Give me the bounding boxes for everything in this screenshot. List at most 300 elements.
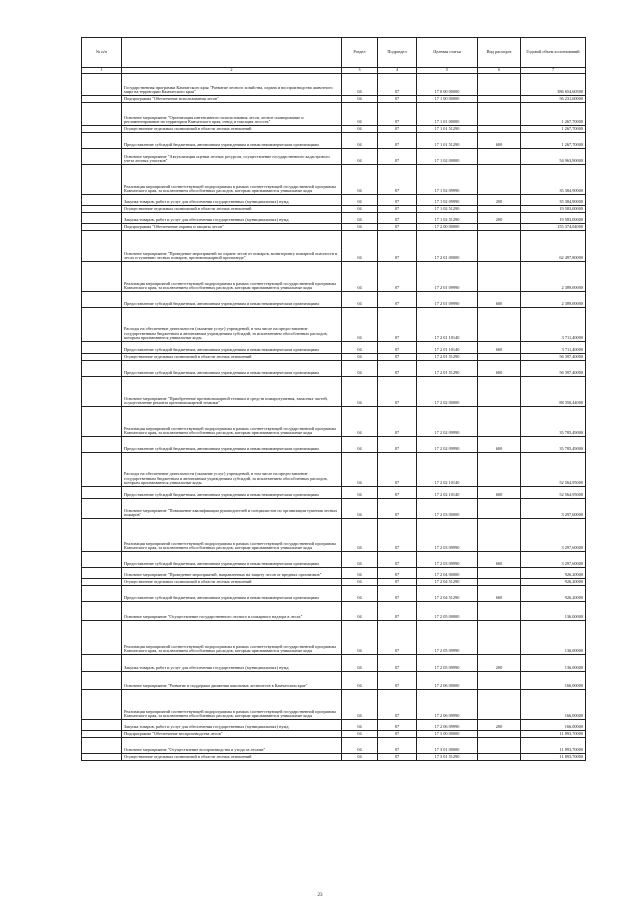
row-amount-cell: 56 231,60000	[521, 96, 586, 103]
row-name-cell: Предоставление субсидий бюджетным, автономным учреждениям и иным некоммерческим организациям	[122, 586, 342, 602]
table-row	[82, 308, 586, 342]
row-section-cell: 04	[342, 133, 378, 149]
row-number-cell	[82, 354, 122, 361]
table-row	[82, 754, 586, 761]
budget-sheet	[81, 37, 585, 761]
row-target-article-cell: 17 2 02 10140	[417, 453, 478, 487]
row-expense-type-cell	[478, 407, 521, 437]
row-expense-type-cell: 600	[478, 437, 521, 453]
row-subsection-cell: 07	[378, 213, 417, 224]
row-target-article-cell: 17 2 04 51290	[417, 586, 478, 602]
row-subsection-cell: 07	[378, 487, 417, 499]
row-subsection-cell: 07	[378, 552, 417, 568]
row-expense-type-cell	[478, 731, 521, 738]
row-subsection-cell: 07	[378, 308, 417, 342]
row-name-cell: Предоставление субсидий бюджетным, автономным учреждениям и иным некоммерческим организациям	[122, 552, 342, 568]
row-amount-cell: 35 785,49000	[521, 407, 586, 437]
row-section-cell: 04	[342, 103, 378, 126]
row-name-cell: Предоставление субсидий бюджетным, автономным учреждениям и иным некоммерческим организациям	[122, 487, 342, 499]
row-expense-type-cell	[478, 690, 521, 720]
row-name-cell: Предоставление субсидий бюджетным, автономным учреждениям и иным некоммерческим организациям	[122, 292, 342, 308]
row-amount-cell: 19 583,00000	[521, 206, 586, 213]
row-expense-type-cell	[478, 453, 521, 487]
row-expense-type-cell: 600	[478, 487, 521, 499]
row-subsection-cell: 07	[378, 262, 417, 292]
column-number: 1	[82, 68, 122, 74]
row-number-cell	[82, 453, 122, 487]
row-name-cell: Осуществление отдельных полномочий в области лесных отношений	[122, 354, 342, 361]
row-number-cell	[82, 292, 122, 308]
row-section-cell: 04	[342, 407, 378, 437]
row-amount-cell: 35 384,90000	[521, 195, 586, 206]
row-subsection-cell: 07	[378, 149, 417, 165]
row-section-cell: 04	[342, 224, 378, 231]
table-row	[82, 453, 586, 487]
row-subsection-cell: 07	[378, 738, 417, 754]
row-amount-cell: 19 583,00000	[521, 213, 586, 224]
row-name-cell: Предоставление субсидий бюджетным, автономным учреждениям и иным некоммерческим организациям	[122, 361, 342, 377]
row-expense-type-cell	[478, 499, 521, 519]
table-row	[82, 377, 586, 407]
column-number: 3	[342, 68, 378, 74]
row-name-cell: Основное мероприятие "Актуализация оценки лесных ресурсов, осуществление государственного кадастрового учета лесных участков"	[122, 149, 342, 165]
row-target-article-cell: 17 3 00 00000	[417, 731, 478, 738]
row-section-cell: 04	[342, 231, 378, 262]
row-number-cell	[82, 96, 122, 103]
row-amount-cell: 166,00000	[521, 720, 586, 731]
table-row	[82, 292, 586, 308]
row-number-cell	[82, 552, 122, 568]
row-number-cell	[82, 487, 122, 499]
table-row	[82, 96, 586, 103]
row-name-cell: Основное мероприятие "Приобретение противопожарной техники и средств пожаротушения, запасных частей, осуществление ремонта противопожарной техники"	[122, 377, 342, 407]
row-subsection-cell: 07	[378, 568, 417, 579]
row-section-cell: 04	[342, 499, 378, 519]
row-expense-type-cell	[478, 354, 521, 361]
row-section-cell: 04	[342, 126, 378, 133]
row-subsection-cell: 07	[378, 407, 417, 437]
row-section-cell: 04	[342, 262, 378, 292]
row-number-cell	[82, 213, 122, 224]
row-number-cell	[82, 74, 122, 96]
table-row	[82, 720, 586, 731]
row-target-article-cell: 17 2 01 09990	[417, 292, 478, 308]
row-target-article-cell: 17 2 02 10140	[417, 487, 478, 499]
row-name-cell: Основное мероприятие "Повышение квалификации руководителей и специалистов по организации тушения лесных пожаров"	[122, 499, 342, 519]
row-expense-type-cell	[478, 165, 521, 195]
row-number-cell	[82, 499, 122, 519]
row-section-cell: 04	[342, 586, 378, 602]
row-number-cell	[82, 149, 122, 165]
row-number-cell	[82, 103, 122, 126]
table-row	[82, 262, 586, 292]
table-row	[82, 195, 586, 206]
row-number-cell	[82, 377, 122, 407]
row-number-cell	[82, 738, 122, 754]
table-row	[82, 487, 586, 499]
row-number-cell	[82, 165, 122, 195]
row-name-cell: Реализация мероприятий соответствующей подпрограммы в рамках соответствующей государственной программы Камчатского края, за исключением обособленных расходов, которым присваиваются уникальные коды	[122, 519, 342, 552]
row-name-cell: Предоставление субсидий бюджетным, автономным учреждениям и иным некоммерческим организациям	[122, 437, 342, 453]
row-amount-cell: 52 564,95000	[521, 487, 586, 499]
row-target-article-cell: 17 2 01 00000	[417, 231, 478, 262]
row-expense-type-cell	[478, 621, 521, 655]
row-subsection-cell: 07	[378, 672, 417, 690]
row-name-cell: Расходы на обеспечение деятельности (оказание услуг) учреждений, в том числе на предоставление государственным бюджетным и автономным учреждениям субсидий, за исключением обособленных расходов, которым присваиваются уникальные коды	[122, 308, 342, 342]
row-name-cell: Подпрограмма "Обеспечение охраны и защиты лесов"	[122, 224, 342, 231]
row-name-cell: Осуществление отдельных полномочий в области лесных отношений	[122, 206, 342, 213]
row-section-cell: 04	[342, 195, 378, 206]
table-row	[82, 552, 586, 568]
header-section: Раздел	[342, 38, 378, 68]
row-section-cell: 04	[342, 552, 378, 568]
row-section-cell: 04	[342, 74, 378, 96]
row-target-article-cell: 17 1 00 00000	[417, 96, 478, 103]
table-row	[82, 165, 586, 195]
table-body	[82, 74, 586, 761]
row-amount-cell: 1 267,70000	[521, 126, 586, 133]
row-section-cell: 04	[342, 690, 378, 720]
row-amount-cell: 1 267,70000	[521, 133, 586, 149]
table-row	[82, 586, 586, 602]
row-target-article-cell: 17 3 01 00000	[417, 738, 478, 754]
row-expense-type-cell	[478, 103, 521, 126]
row-number-cell	[82, 206, 122, 213]
row-target-article-cell: 17 2 03 09990	[417, 552, 478, 568]
row-target-article-cell: 17 2 06 09990	[417, 720, 478, 731]
header-name	[122, 38, 342, 68]
row-target-article-cell: 17 1 01 00000	[417, 103, 478, 126]
row-expense-type-cell: 600	[478, 361, 521, 377]
row-subsection-cell: 07	[378, 586, 417, 602]
row-number-cell	[82, 731, 122, 738]
row-target-article-cell: 17 1 02 09990	[417, 195, 478, 206]
row-amount-cell: 52 564,95000	[521, 453, 586, 487]
page-number: 23	[317, 893, 323, 898]
table-row	[82, 731, 586, 738]
row-amount-cell: 136,00000	[521, 621, 586, 655]
row-target-article-cell: 17 2 03 00000	[417, 499, 478, 519]
row-amount-cell: 3 297,60000	[521, 519, 586, 552]
row-subsection-cell: 07	[378, 133, 417, 149]
row-name-cell: Основное мероприятие "Организация интенсивного использования лесов, лесное планирование и регламентирование на территории Камчатского края, отвод и таксация лесосек"	[122, 103, 342, 126]
table-row	[82, 621, 586, 655]
row-number-cell	[82, 690, 122, 720]
row-target-article-cell: 17 2 02 09990	[417, 437, 478, 453]
row-section-cell: 04	[342, 731, 378, 738]
row-expense-type-cell	[478, 231, 521, 262]
row-subsection-cell: 07	[378, 621, 417, 655]
row-subsection-cell: 07	[378, 754, 417, 761]
row-subsection-cell: 07	[378, 126, 417, 133]
budget-table	[81, 37, 586, 761]
row-name-cell: Основное мероприятие "Проведение мероприятий, направленных на защиту лесов от вредных организмов"	[122, 568, 342, 579]
row-section-cell: 04	[342, 308, 378, 342]
row-expense-type-cell	[478, 602, 521, 621]
row-section-cell: 04	[342, 377, 378, 407]
row-number-cell	[82, 308, 122, 342]
row-target-article-cell: 17 2 01 10140	[417, 308, 478, 342]
row-subsection-cell: 07	[378, 354, 417, 361]
row-amount-cell: 166,00000	[521, 690, 586, 720]
row-name-cell: Подпрограмма "Обеспечение использования лесов"	[122, 96, 342, 103]
row-amount-cell: 136,00000	[521, 602, 586, 621]
row-name-cell: Реализация мероприятий соответствующей подпрограммы в рамках соответствующей государственной программы Камчатского края, за исключением обособленных расходов, которым присваиваются уникальные коды	[122, 262, 342, 292]
row-expense-type-cell	[478, 579, 521, 586]
row-name-cell: Подпрограмма "Обеспечение воспроизводства лесов"	[122, 731, 342, 738]
row-subsection-cell: 07	[378, 74, 417, 96]
row-target-article-cell: 17 2 01 51290	[417, 354, 478, 361]
row-amount-cell: 1 267,70000	[521, 103, 586, 126]
row-subsection-cell: 07	[378, 499, 417, 519]
row-subsection-cell: 07	[378, 437, 417, 453]
row-expense-type-cell: 600	[478, 552, 521, 568]
row-subsection-cell: 07	[378, 224, 417, 231]
row-subsection-cell: 07	[378, 231, 417, 262]
row-expense-type-cell	[478, 224, 521, 231]
row-section-cell: 04	[342, 655, 378, 672]
row-amount-cell: 3 297,60000	[521, 552, 586, 568]
row-subsection-cell: 07	[378, 165, 417, 195]
column-number: 4	[378, 68, 417, 74]
table-row	[82, 133, 586, 149]
row-section-cell: 04	[342, 354, 378, 361]
row-target-article-cell: 17 2 02 00000	[417, 377, 478, 407]
row-expense-type-cell	[478, 672, 521, 690]
row-number-cell	[82, 754, 122, 761]
row-subsection-cell: 07	[378, 361, 417, 377]
row-expense-type-cell	[478, 96, 521, 103]
row-amount-cell: 3 711,40000	[521, 342, 586, 354]
row-target-article-cell: 17 2 02 09990	[417, 407, 478, 437]
row-expense-type-cell	[478, 568, 521, 579]
row-name-cell: Закупка товаров, работ и услуг для обеспечения государственных (муниципальных) нужд	[122, 213, 342, 224]
row-target-article-cell: 17 2 05 00000	[417, 602, 478, 621]
row-number-cell	[82, 224, 122, 231]
row-expense-type-cell	[478, 377, 521, 407]
row-target-article-cell: 17 1 01 51290	[417, 126, 478, 133]
table-row	[82, 126, 586, 133]
row-expense-type-cell: 200	[478, 655, 521, 672]
row-expense-type-cell: 600	[478, 586, 521, 602]
row-name-cell: Основное мероприятие "Проведение мероприятий по охране лесов от пожаров, мониторингу пожарной опасности в лесах и тушению лесных пожаров, противопожарной пропаганде"	[122, 231, 342, 262]
row-name-cell: Закупка товаров, работ и услуг для обеспечения государственных (муниципальных) нужд	[122, 720, 342, 731]
row-name-cell: Предоставление субсидий бюджетным, автономным учреждениям и иным некоммерческим организациям	[122, 133, 342, 149]
row-subsection-cell: 07	[378, 453, 417, 487]
row-section-cell: 04	[342, 602, 378, 621]
row-name-cell: Осуществление отдельных полномочий в области лесных отношений	[122, 126, 342, 133]
row-number-cell	[82, 519, 122, 552]
row-section-cell: 04	[342, 149, 378, 165]
row-number-cell	[82, 407, 122, 437]
row-name-cell: Реализация мероприятий соответствующей подпрограммы в рамках соответствующей государственной программы Камчатского края, за исключением обособленных расходов, которым присваиваются уникальные коды	[122, 621, 342, 655]
row-number-cell	[82, 602, 122, 621]
row-expense-type-cell: 600	[478, 133, 521, 149]
row-subsection-cell: 07	[378, 690, 417, 720]
table-row	[82, 342, 586, 354]
row-target-article-cell: 17 2 06 09990	[417, 690, 478, 720]
table-row	[82, 206, 586, 213]
row-number-cell	[82, 720, 122, 731]
table-row	[82, 361, 586, 377]
row-subsection-cell: 07	[378, 342, 417, 354]
table-row	[82, 103, 586, 126]
row-amount-cell: 2 389,00000	[521, 262, 586, 292]
table-row	[82, 579, 586, 586]
row-number-cell	[82, 262, 122, 292]
row-target-article-cell: 17 1 01 51290	[417, 133, 478, 149]
row-number-cell	[82, 133, 122, 149]
row-target-article-cell: 17 0 00 00000	[417, 74, 478, 96]
row-subsection-cell: 07	[378, 602, 417, 621]
row-amount-cell: 926,20000	[521, 586, 586, 602]
table-row	[82, 602, 586, 621]
header-subsection: Подраздел	[378, 38, 417, 68]
row-expense-type-cell	[478, 519, 521, 552]
header-row	[82, 38, 586, 68]
row-number-cell	[82, 195, 122, 206]
row-expense-type-cell: 200	[478, 720, 521, 731]
row-amount-cell: 386 654,60500	[521, 74, 586, 96]
header-annual-amount: Годовой объем ассигнований	[521, 38, 586, 68]
column-number: 5	[417, 68, 478, 74]
row-amount-cell: 2 389,00000	[521, 292, 586, 308]
row-section-cell: 04	[342, 165, 378, 195]
table-row	[82, 738, 586, 754]
row-expense-type-cell	[478, 738, 521, 754]
row-amount-cell: 88 350,44000	[521, 377, 586, 407]
row-name-cell: Основное мероприятие "Осуществление воспроизводства и ухода за лесами"	[122, 738, 342, 754]
row-name-cell: Закупка товаров, работ и услуг для обеспечения государственных (муниципальных) нужд	[122, 195, 342, 206]
row-number-cell	[82, 231, 122, 262]
row-target-article-cell: 17 2 06 00000	[417, 672, 478, 690]
row-target-article-cell: 17 2 01 09990	[417, 262, 478, 292]
row-section-cell: 04	[342, 453, 378, 487]
row-number-cell	[82, 579, 122, 586]
row-section-cell: 04	[342, 292, 378, 308]
row-name-cell: Реализация мероприятий соответствующей подпрограммы в рамках соответствующей государственной программы Камчатского края, за исключением обособленных расходов, которым присваиваются уникальные коды	[122, 407, 342, 437]
row-section-cell: 04	[342, 621, 378, 655]
row-amount-cell: 56 397,40000	[521, 354, 586, 361]
table-row	[82, 213, 586, 224]
row-expense-type-cell	[478, 149, 521, 165]
row-amount-cell: 56 397,40000	[521, 361, 586, 377]
row-section-cell: 04	[342, 568, 378, 579]
row-number-cell	[82, 672, 122, 690]
row-section-cell: 04	[342, 342, 378, 354]
row-section-cell: 04	[342, 361, 378, 377]
row-subsection-cell: 07	[378, 731, 417, 738]
table-row	[82, 672, 586, 690]
table-row	[82, 568, 586, 579]
row-section-cell: 04	[342, 487, 378, 499]
row-section-cell: 04	[342, 720, 378, 731]
row-amount-cell: 155 374,04000	[521, 224, 586, 231]
row-section-cell: 04	[342, 738, 378, 754]
row-name-cell: Реализация мероприятий соответствующей подпрограммы в рамках соответствующей государственной программы Камчатского края, за исключением обособленных расходов, которым присваиваются уникальные коды	[122, 690, 342, 720]
row-subsection-cell: 07	[378, 579, 417, 586]
table-row	[82, 437, 586, 453]
header-number: № п/п	[82, 38, 122, 68]
row-expense-type-cell	[478, 262, 521, 292]
row-amount-cell: 926,20000	[521, 568, 586, 579]
row-amount-cell: 3 711,40000	[521, 308, 586, 342]
row-target-article-cell: 17 1 02 51290	[417, 213, 478, 224]
row-target-article-cell: 17 2 03 09990	[417, 519, 478, 552]
row-number-cell	[82, 655, 122, 672]
row-name-cell: Основное мероприятие "Развитие и поддержка движения школьных лесничеств в Камчатском крае"	[122, 672, 342, 690]
row-amount-cell: 35 785,49000	[521, 437, 586, 453]
row-subsection-cell: 07	[378, 655, 417, 672]
row-name-cell: Осуществление отдельных полномочий в области лесных отношений	[122, 579, 342, 586]
row-amount-cell: 35 384,90000	[521, 165, 586, 195]
row-section-cell: 04	[342, 206, 378, 213]
row-subsection-cell: 07	[378, 195, 417, 206]
row-section-cell: 04	[342, 754, 378, 761]
row-subsection-cell: 07	[378, 103, 417, 126]
row-amount-cell: 926,20000	[521, 579, 586, 586]
row-name-cell: Реализация мероприятий соответствующей подпрограммы в рамках соответствующей государственной программы Камчатского края, за исключением обособленных расходов, которым присваиваются уникальные коды	[122, 165, 342, 195]
row-name-cell: Основное мероприятие "Осуществление государственного лесного и пожарного надзора в лесах"	[122, 602, 342, 621]
row-section-cell: 04	[342, 672, 378, 690]
row-section-cell: 04	[342, 519, 378, 552]
row-amount-cell: 54 963,90000	[521, 149, 586, 165]
row-expense-type-cell	[478, 206, 521, 213]
row-name-cell: Расходы на обеспечение деятельности (оказание услуг) учреждений, в том числе на предоставление государственным бюджетным и автономным учреждениям субсидий, за исключением обособленных расходов, которым присваиваются уникальные коды	[122, 453, 342, 487]
row-subsection-cell: 07	[378, 206, 417, 213]
row-section-cell: 04	[342, 437, 378, 453]
table-row	[82, 690, 586, 720]
table-row	[82, 499, 586, 519]
row-amount-cell: 11 893,70000	[521, 731, 586, 738]
row-subsection-cell: 07	[378, 519, 417, 552]
row-amount-cell: 62 497,80000	[521, 231, 586, 262]
row-number-cell	[82, 361, 122, 377]
table-row	[82, 519, 586, 552]
row-subsection-cell: 07	[378, 96, 417, 103]
table-row	[82, 655, 586, 672]
column-number: 2	[122, 68, 342, 74]
header-target-article: Целевая статья	[417, 38, 478, 68]
row-amount-cell: 136,00000	[521, 655, 586, 672]
row-expense-type-cell	[478, 126, 521, 133]
row-subsection-cell: 07	[378, 377, 417, 407]
row-target-article-cell: 17 3 01 51290	[417, 754, 478, 761]
column-number: 6	[478, 68, 521, 74]
table-row	[82, 407, 586, 437]
row-target-article-cell: 17 2 04 51290	[417, 579, 478, 586]
row-amount-cell: 11 893,70000	[521, 754, 586, 761]
row-section-cell: 04	[342, 96, 378, 103]
table-row	[82, 231, 586, 262]
table-row	[82, 354, 586, 361]
row-amount-cell: 3 297,60000	[521, 499, 586, 519]
row-expense-type-cell: 200	[478, 195, 521, 206]
row-amount-cell: 11 893,70000	[521, 738, 586, 754]
row-amount-cell: 166,00000	[521, 672, 586, 690]
table-row	[82, 224, 586, 231]
row-expense-type-cell	[478, 754, 521, 761]
row-number-cell	[82, 437, 122, 453]
row-target-article-cell: 17 2 05 09990	[417, 621, 478, 655]
row-name-cell: Осуществление отдельных полномочий в области лесных отношений	[122, 754, 342, 761]
row-section-cell: 04	[342, 579, 378, 586]
row-section-cell: 04	[342, 213, 378, 224]
row-subsection-cell: 07	[378, 720, 417, 731]
row-name-cell: Государственная программа Камчатского края "Развитие лесного хозяйства, охрана и воспроизводство животного мира на территории Камчатского края"	[122, 74, 342, 96]
row-number-cell	[82, 586, 122, 602]
row-expense-type-cell: 600	[478, 292, 521, 308]
